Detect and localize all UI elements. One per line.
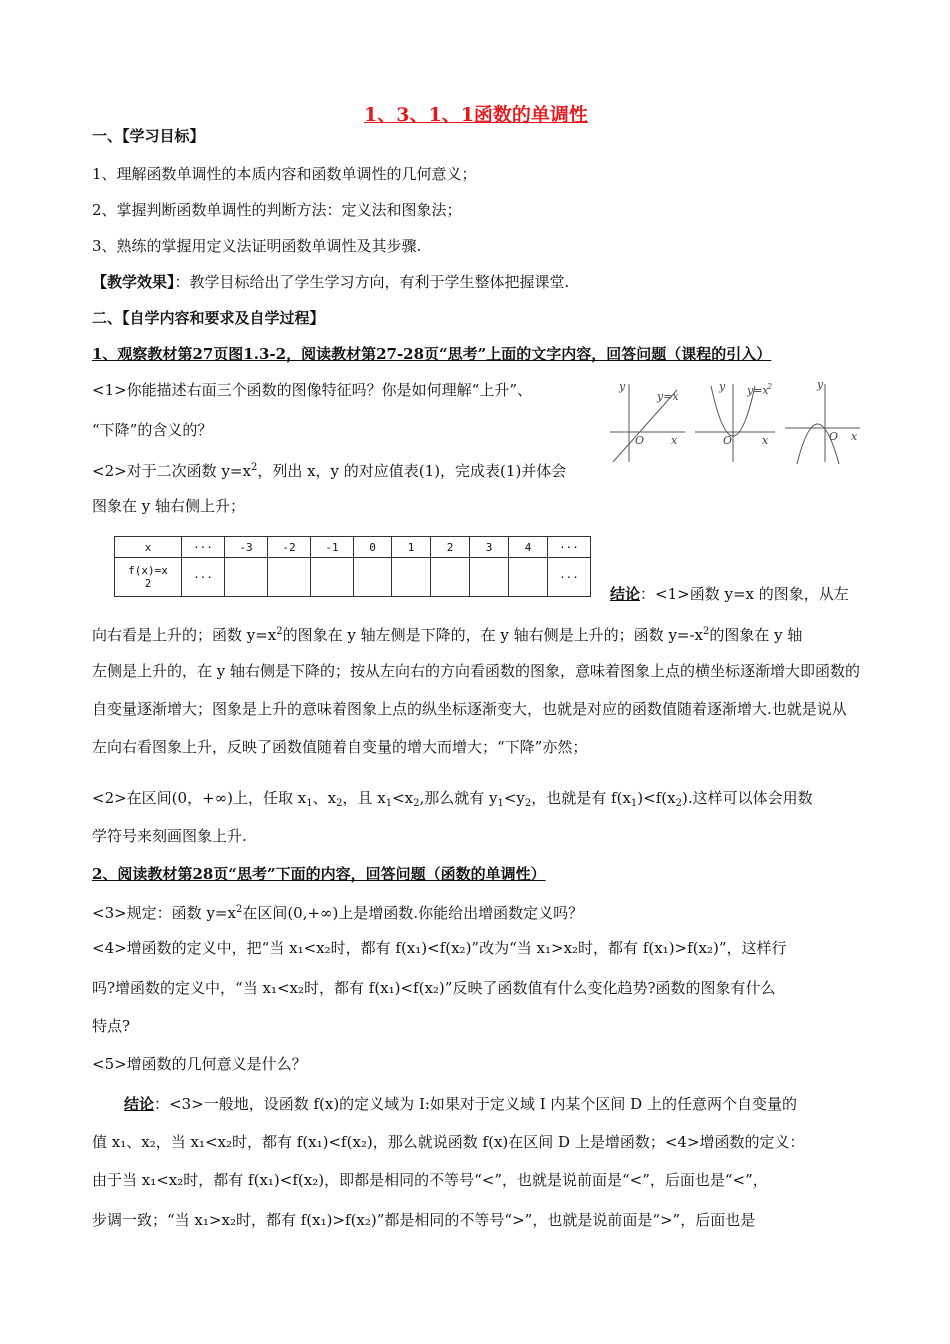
task2-heading: 2、阅读教材第28页“思考”下面的内容，回答问题（函数的单调性）	[92, 865, 546, 883]
table-cell-blank	[311, 558, 354, 597]
conclusion1-line2: 向右看是上升的；函数 $y=x^2$的图象在 y 轴左侧是下降的，在 y 轴右侧是上升的；函数 $y=-x^2$的图象在 y 轴	[92, 626, 803, 644]
conclusion1-first-line: 结论：<1>函数 y=x 的图象，从左	[610, 585, 849, 603]
goal-2: 2、掌握判断函数单调性的判断方法：定义法和图象法；	[92, 201, 462, 219]
table-cell-blank	[509, 558, 548, 597]
conclusion2-line3: 由于当 x₁<x₂时，都有 f(x₁)<f(x₂)，即都是相同的不等号“<”，也就是说前面是“<”，后面也是“<”，	[92, 1171, 768, 1189]
graph3-origin: O	[829, 430, 839, 443]
question-3: <3>规定：函数 $y=x^2$在区间(0,+∞)上是增函数.你能给出增函数定义吗？	[92, 904, 584, 922]
graph2-origin: O	[723, 434, 733, 447]
conclusion1-paragraph: 左侧是上升的，在 y 轴右侧是下降的；按从左向右的方向看函数的图象，意味着图象上点的横坐标逐渐增大即函数的自变量逐渐增大；图象是上升的意味着图象上点的纵坐标逐渐变大，也就是对应的函数值随着逐渐增大.也就是说从左向右看图象上升，反映了函数值随着自变量的增大而增大；“下降”亦然；	[92, 662, 861, 756]
question-4-line2: 吗?增函数的定义中，“当 x₁<x₂时，都有 f(x₁)<f(x₂)”反映了函数值有什么变化趋势?函数的图象有什么	[92, 979, 776, 997]
table-cell-blank	[431, 558, 470, 597]
table-row	[115, 537, 591, 558]
table-cell-fx-label: f(x)=x 2	[115, 558, 182, 597]
table-cell: 0	[354, 537, 392, 558]
table-cell-blank	[268, 558, 311, 597]
question-2-line2: 图象在 y 轴右侧上升；	[92, 497, 246, 515]
conclusion1-point2-line1: <2>在区间(0，+∞)上，任取 $x_1$、$x_2$，且 $x_1<x_2$,那么就有 $y_1<y_2$，也就是有 $f(x_1)<f(x_2)$.这样可以体会用数	[92, 789, 813, 809]
table-cell-blank	[392, 558, 431, 597]
teaching-effect	[92, 272, 569, 292]
conclusion1-label: 结论	[610, 585, 641, 603]
question-5: <5>增函数的几何意义是什么？	[92, 1055, 307, 1073]
table-cell-x-label: x	[115, 537, 182, 558]
value-table	[114, 536, 591, 597]
graph3-axis-x: x	[851, 430, 858, 443]
question-2-line1: <2>对于二次函数 $y=x^2$，列出 x，y 的对应值表(1)，完成表(1)并体会	[92, 462, 567, 480]
table-row	[115, 558, 591, 597]
graph3-axis-y: y	[817, 378, 824, 391]
table-cell-blank	[470, 558, 509, 597]
table-cell: -2	[268, 537, 311, 558]
table-cell: 3	[470, 537, 509, 558]
conclusion1-point2-line2: 学符号来刻画图象上升.	[92, 827, 247, 845]
graph1-axis-x: x	[671, 434, 678, 447]
question-4-line3: 特点?	[92, 1017, 131, 1035]
table-cell: ···	[182, 537, 225, 558]
graph2-label-exp: 2	[767, 382, 773, 391]
question-1-line1: <1>你能描述右面三个函数的图像特征吗？你是如何理解“上升”、	[92, 381, 533, 399]
function-graphs-figure	[607, 376, 862, 464]
table-cell: 4	[509, 537, 548, 558]
question-4-line1: <4>增函数的定义中，把“当 x₁<x₂时，都有 f(x₁)<f(x₂)”改为“当 x₁>x₂时，都有 f(x₁)>f(x₂)”，这样行	[92, 939, 787, 957]
table-cell: 1	[392, 537, 431, 558]
graph1-axis-y: y	[619, 380, 626, 393]
page-title: 1、3、1、1函数的单调性	[364, 104, 588, 126]
graph2-axis-y: y	[719, 380, 726, 393]
conclusion2-line1: 结论：<3>一般地，设函数 f(x)的定义域为 I:如果对于定义域 I 内某个区间 D 上的任意两个自变量的	[124, 1095, 797, 1113]
teaching-effect-text: ：教学目标给出了学生学习方向，有利于学生整体把握课堂.	[174, 273, 570, 291]
table-cell: 2	[431, 537, 470, 558]
goal-3: 3、熟练的掌握用定义法证明函数单调性及其步骤.	[92, 237, 422, 255]
section1-heading: 一、【学习目标】	[92, 127, 205, 145]
goal-1: 1、理解函数单调性的本质内容和函数单调性的几何意义；	[92, 165, 477, 183]
table-cell: ···	[182, 558, 225, 597]
table-cell-blank	[225, 558, 268, 597]
question-1-line2: “下降”的含义的？	[92, 421, 213, 439]
graph1-label: y=x	[657, 390, 679, 403]
teaching-effect-label: 【教学效果】	[92, 273, 175, 291]
table-cell: ···	[548, 558, 591, 597]
table-cell: ···	[548, 537, 591, 558]
conclusion2-line4: 步调一致；“当 x₁>x₂时，都有 f(x₁)>f(x₂)”都是相同的不等号“>”，也就是说前面是“>”，后面也是	[92, 1211, 756, 1229]
table-cell: -3	[225, 537, 268, 558]
task1-heading: 1、观察教材第27页图1.3-2，阅读教材第27-28页“思考”上面的文字内容，回答问题（课程的引入）	[92, 345, 772, 363]
section2-heading: 二、【自学内容和要求及自学过程】	[92, 309, 325, 327]
table-cell-blank	[354, 558, 392, 597]
graph1-origin: O	[635, 434, 645, 447]
conclusion2-line2: 值 x₁、x₂，当 x₁<x₂时，都有 f(x₁)<f(x₂)，那么就说函数 f(x)在区间 D 上是增函数；<4>增函数的定义：	[92, 1133, 805, 1151]
graph2-axis-x: x	[762, 434, 769, 447]
table-cell: -1	[311, 537, 354, 558]
conclusion2-label: 结论	[124, 1095, 155, 1113]
graph2-label: y=x	[747, 384, 769, 397]
